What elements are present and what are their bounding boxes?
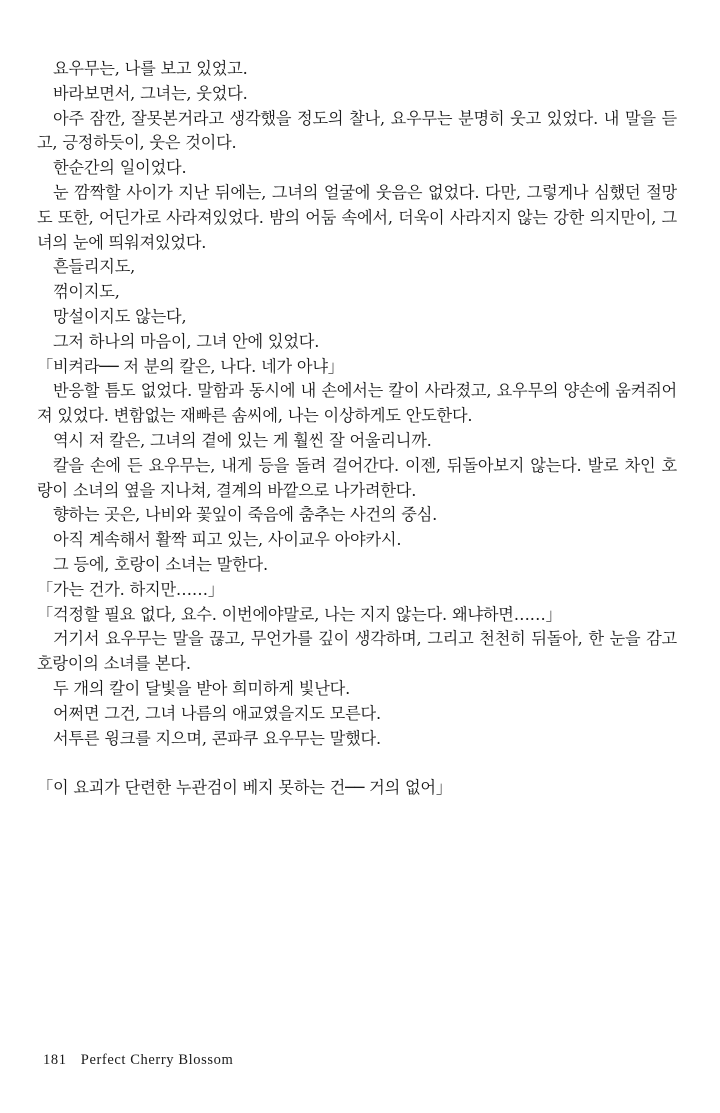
paragraph: 바라보면서, 그녀는, 웃었다. [53, 83, 248, 103]
paragraph: 칼을 손에 든 요우무는, 내게 등을 돌려 걸어간다. 이젠, 뒤돌아보지 않는다. 발로 차인 호랑이 소녀의 옆을 지나쳐, 결계의 바깥으로 나가려한다. [37, 455, 677, 500]
paragraph: 두 개의 칼이 달빛을 받아 희미하게 빛난다. [53, 678, 351, 698]
paragraph: 반응할 틈도 없었다. 말함과 동시에 내 손에서는 칼이 사라졌고, 요우무의 양손에 움켜쥐어져 있었다. 변함없는 재빠른 솜씨에, 나는 이상하게도 안도한다. [37, 381, 677, 426]
book-title: Perfect Cherry Blossom [80, 1052, 234, 1068]
paragraph: 눈 깜짝할 사이가 지난 뒤에는, 그녀의 얼굴에 웃음은 없었다. 다만, 그렇게나 심했던 절망도 또한, 어딘가로 사라져있었다. 밤의 어둠 속에서, 더욱이 사라지지 않는 강한 의지만이, 그녀의 눈에 띄워져있었다. [37, 182, 677, 252]
paragraph: 그저 하나의 마음이, 그녀 안에 있었다. [53, 331, 320, 351]
paragraph: 아직 계속해서 활짝 피고 있는, 사이교우 아야카시. [53, 530, 402, 550]
paragraph: 망설이지도 않는다, [53, 306, 187, 326]
paragraph: 한순간의 일이었다. [53, 158, 187, 178]
paragraph: 역시 저 칼은, 그녀의 곁에 있는 게 훨씬 잘 어울리니까. [53, 430, 432, 450]
dialogue-line: 「이 요괴가 단련한 누관검이 베지 못하는 건── 거의 없어」 [37, 778, 452, 798]
page-footer [43, 1052, 233, 1069]
paragraph: 거기서 요우무는 말을 끊고, 무언가를 깊이 생각하며, 그리고 천천히 뒤돌아, 한 눈을 감고 호랑이의 소녀를 본다. [37, 629, 677, 674]
page-number: 181 [43, 1052, 67, 1068]
paragraph: 그 등에, 호랑이 소녀는 말한다. [53, 554, 268, 574]
paragraph: 꺾이지도, [53, 282, 120, 302]
dialogue-line: 「비켜라── 저 분의 칼은, 나다. 네가 아냐」 [37, 356, 344, 376]
dialogue-line: 「걱정할 필요 없다, 요수. 이번에야말로, 나는 지지 않는다. 왜냐하면……」 [37, 604, 562, 624]
dialogue-line: 「가는 건가. 하지만……」 [37, 579, 224, 599]
paragraph: 흔들리지도, [53, 257, 136, 277]
page-body [37, 57, 677, 801]
paragraph: 향하는 곳은, 나비와 꽃잎이 죽음에 춤추는 사건의 중심. [53, 505, 438, 525]
paragraph: 어쩌면 그건, 그녀 나름의 애교였을지도 모른다. [53, 703, 381, 723]
paragraph: 요우무는, 나를 보고 있었고. [53, 59, 248, 78]
paragraph: 서투른 윙크를 지으며, 콘파쿠 요우무는 말했다. [53, 728, 381, 748]
paragraph: 아주 잠깐, 잘못본거라고 생각했을 정도의 찰나, 요우무는 분명히 웃고 있었다. 내 말을 듣고, 긍정하듯이, 웃은 것이다. [37, 108, 677, 153]
